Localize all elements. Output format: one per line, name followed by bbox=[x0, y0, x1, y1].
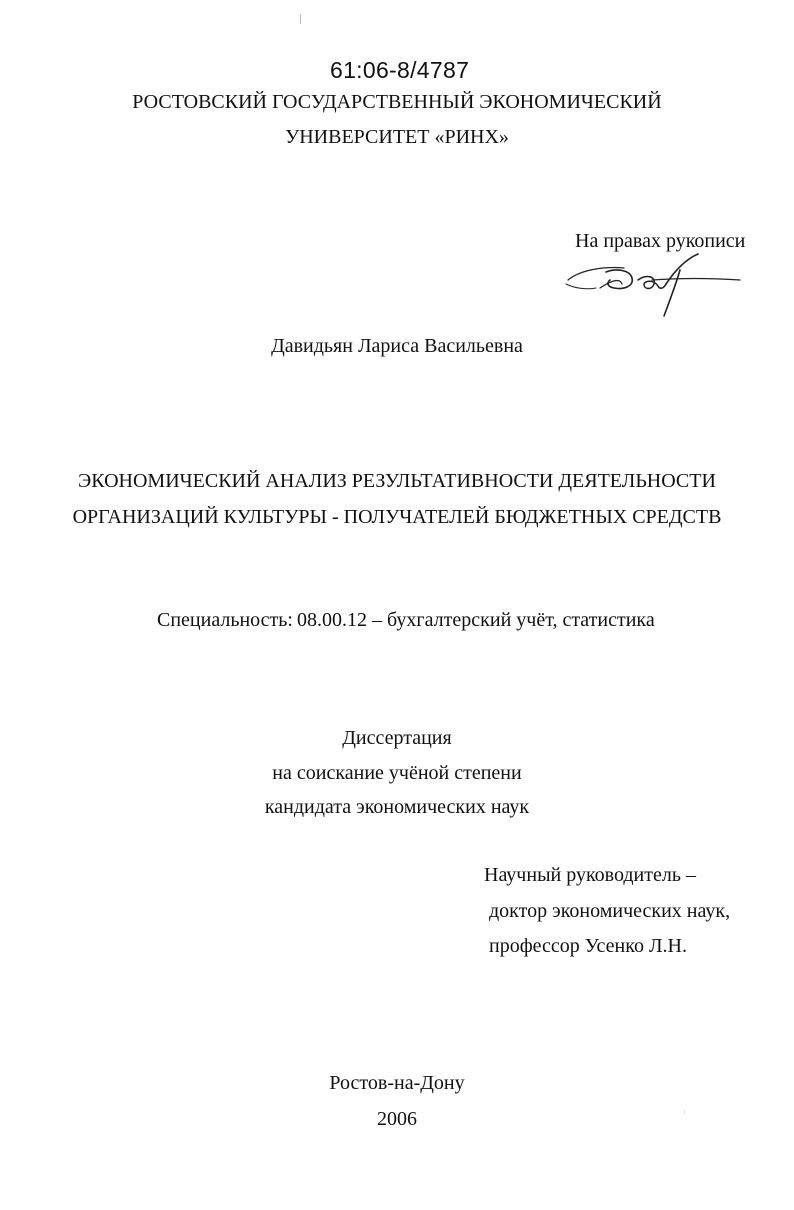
supervisor-name: профессор Усенко Л.Н. bbox=[489, 935, 687, 957]
author-name: Давидьян Лариса Васильевна bbox=[271, 335, 523, 357]
scan-speck bbox=[300, 14, 301, 24]
university-name-line-2: УНИВЕРСИТЕТ «РИНХ» bbox=[285, 126, 509, 148]
supervisor-degree: доктор экономических наук, bbox=[489, 900, 731, 922]
dissertation-title-line-2: ОРГАНИЗАЦИЙ КУЛЬТУРЫ - ПОЛУЧАТЕЛЕЙ БЮДЖЕТНЫХ СРЕДСТВ bbox=[72, 506, 722, 528]
year: 2006 bbox=[377, 1108, 417, 1130]
specialty-label: Специальность: bbox=[157, 609, 293, 631]
city: Ростов-на-Дону bbox=[329, 1072, 465, 1094]
dissertation-degree-line-2: кандидата экономических наук bbox=[264, 796, 530, 818]
manuscript-rights-note: На правах рукописи bbox=[575, 230, 746, 252]
university-name-line-1: РОСТОВСКИЙ ГОСУДАРСТВЕННЫЙ ЭКОНОМИЧЕСКИЙ bbox=[132, 91, 662, 113]
dissertation-title-line-1: ЭКОНОМИЧЕСКИЙ АНАЛИЗ РЕЗУЛЬТАТИВНОСТИ ДЕЯТЕЛЬНОСТИ bbox=[78, 470, 716, 492]
catalog-number: 61:06-8/4787 bbox=[330, 57, 470, 83]
author-signature bbox=[560, 250, 745, 320]
supervisor-role: Научный руководитель – bbox=[484, 864, 696, 886]
dissertation-degree-line-1: на соискание учёной степени bbox=[272, 762, 522, 784]
dissertation-type: Диссертация bbox=[342, 727, 452, 749]
specialty-value: 08.00.12 – бухгалтерский учёт, статистика bbox=[297, 609, 655, 631]
